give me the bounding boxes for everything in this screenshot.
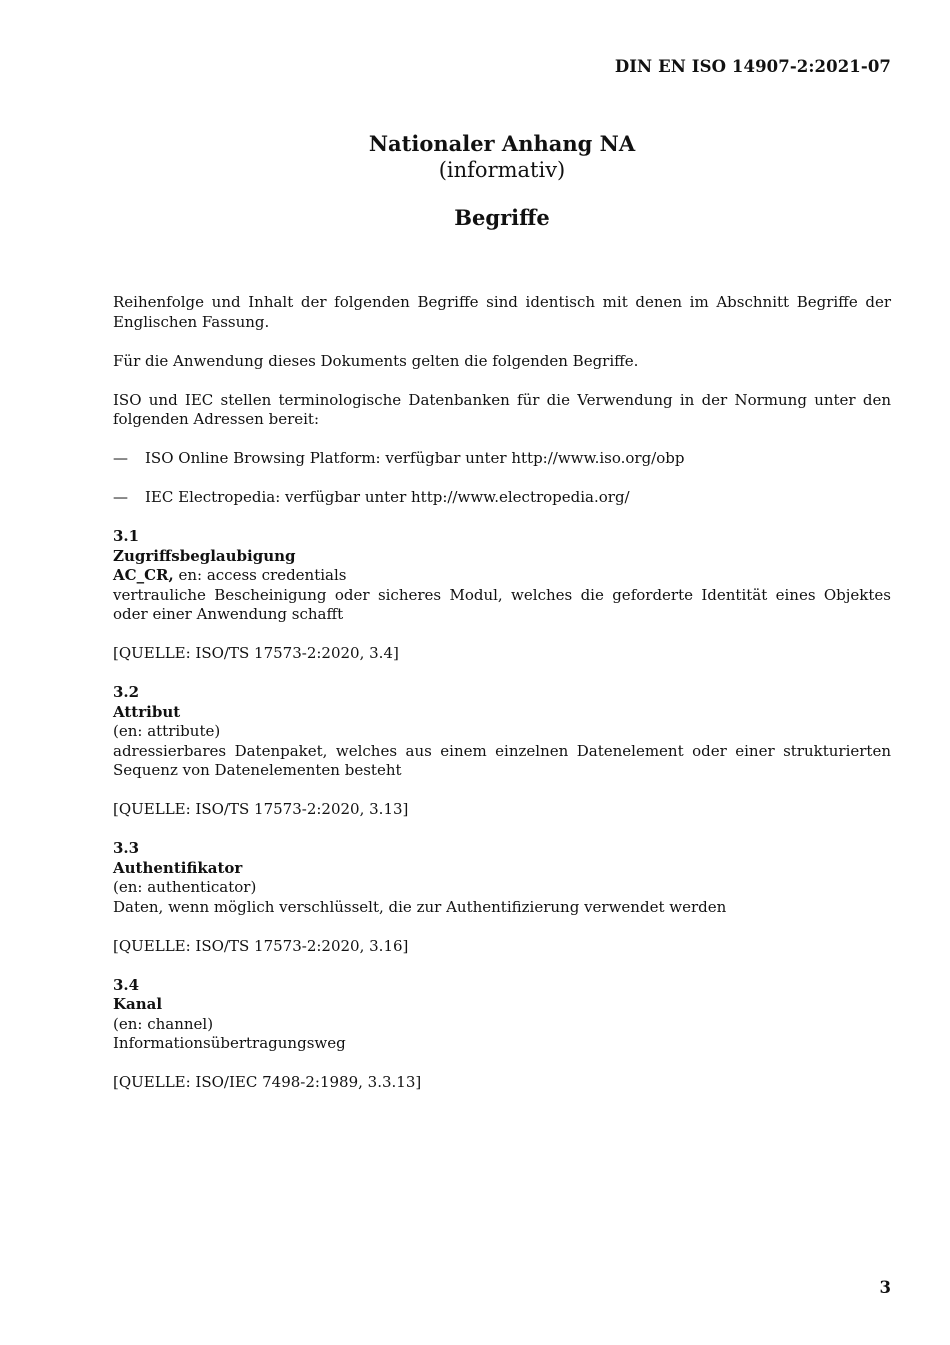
list-item [113, 488, 891, 508]
page-number: 3 [879, 1278, 891, 1297]
list-item-text: IEC Electropedia: verfügbar unter http://www.electropedia.org/ [145, 488, 630, 506]
list-dash: — [113, 488, 128, 506]
entry-english [113, 566, 891, 586]
entry-number: 3.4 [113, 975, 140, 994]
entry-source: [QUELLE: ISO/TS 17573-2:2020, 3.4] [113, 644, 399, 662]
entry-term: Authentifikator [113, 858, 243, 877]
entry-term: Attribut [113, 702, 181, 721]
term-entry-3-4 [113, 976, 891, 1054]
intro-paragraph-2: Für die Anwendung dieses Dokuments gelten die folgenden Begriffe. [113, 351, 639, 370]
entry-english: (en: attribute) [113, 722, 221, 740]
list-item [113, 449, 891, 469]
entry-english: (en: channel) [113, 1014, 214, 1033]
entry-definition: vertrauliche Bescheinigung oder sicheres Modul, welches die geforderte Identität eines Objektes oder einer Anwendung schafft [113, 585, 891, 623]
term-entry-3-1 [113, 527, 891, 625]
annex-title-block [0, 131, 950, 231]
list-dash: — [113, 449, 128, 467]
entry-source: [QUELLE: ISO/IEC 7498-2:1989, 3.3.13] [113, 1073, 422, 1091]
entry-english-term: en: access credentials [173, 566, 347, 584]
entry-source: [QUELLE: ISO/TS 17573-2:2020, 3.13] [113, 800, 409, 818]
document-body [113, 293, 891, 1112]
intro-paragraph-1: Reihenfolge und Inhalt der folgenden Begriffe sind identisch mit denen im Abschnitt Begriffe der Englischen Fassung. [113, 293, 891, 331]
term-entry-3-2 [113, 683, 891, 781]
entry-english: (en: authenticator) [113, 878, 257, 896]
intro-paragraph-3: ISO und IEC stellen terminologische Datenbanken für die Verwendung in der Normung unter den folgenden Adressen bereit: [113, 390, 891, 428]
entry-number: 3.3 [113, 839, 140, 857]
section-title: Begriffe [454, 205, 550, 230]
entry-definition: adressierbares Datenpaket, welches aus einem einzelnen Datenelement oder einer strukturierten Sequenz von Datenelementen besteht [113, 741, 891, 779]
annex-title: Nationaler Anhang NA [368, 131, 636, 156]
entry-number: 3.1 [113, 527, 140, 545]
annex-subtitle: (informativ) [438, 158, 566, 182]
entry-term: Kanal [113, 995, 163, 1013]
entry-abbreviation: AC_CR, [113, 566, 174, 584]
list-item-text: ISO Online Browsing Platform: verfügbar unter http://www.iso.org/obp [145, 449, 685, 467]
entry-term: Zugriffsbeglaubigung [113, 546, 296, 565]
entry-definition: Informationsübertragungsweg [113, 1034, 346, 1052]
document-id-header: DIN EN ISO 14907-2:2021-07 [614, 57, 891, 76]
entry-definition: Daten, wenn möglich verschlüsselt, die zur Authentifizierung verwendet werden [113, 897, 727, 916]
term-entry-3-3 [113, 839, 891, 917]
entry-number: 3.2 [113, 683, 140, 701]
entry-source: [QUELLE: ISO/TS 17573-2:2020, 3.16] [113, 936, 409, 955]
